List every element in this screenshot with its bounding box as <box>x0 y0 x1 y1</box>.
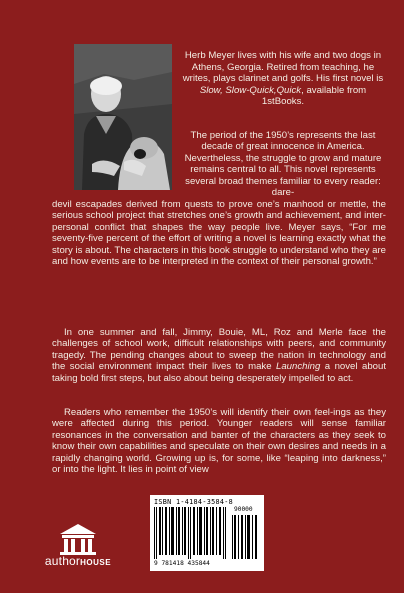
blurb-paragraph-3: Readers who remember the 1950’s will identify their own feel-ings as they were affected during this period. Younger readers will sense familiar resonances in the conversation and banter of the characters as they seek to know their own capabilities and speculate on their own desires and needs in a rapidly changing world. Growing up is, for some, like “leaping into darkness,” or into the light. It lies in point of view <box>52 407 386 476</box>
bio-text-1: Herb Meyer lives with his wife and two dogs in Athens, Georgia. Retired from teaching, he writes, plays clarinet and golfs. His first novel is <box>182 50 384 85</box>
paragraph-2-text-2: a novel about taking bold first steps, but also about being desperately impelled to act. <box>52 361 386 384</box>
barcode-digits: 9 781418 435844 <box>154 560 210 567</box>
author-bio <box>180 50 386 108</box>
publisher-logo <box>38 522 118 572</box>
bio-text-2: , available from 1stBooks. <box>261 84 367 108</box>
paragraph-2-text-1: In one summer and fall, Jimmy, Bouie, ML, Roz and Merle face the challenges of school work, difficult relationships with peers, and community tragedy. The pending changes about to sweep the nation in technology and the social environment impact their lives to make <box>52 327 386 373</box>
publisher-name-part2: HOUSE <box>80 558 112 567</box>
isbn-barcode <box>150 495 264 571</box>
publisher-name-part1: author <box>44 554 81 568</box>
author-photo <box>74 44 172 190</box>
blurb-paragraph-2 <box>52 327 386 384</box>
publisher-name <box>38 554 118 568</box>
blurb-paragraph-1-top: The period of the 1950’s represents the last decade of great innocence in America. Nevertheless, the struggle to grow and mature remains central to all. This novel represents several broad themes familiar to every reader: dare- <box>184 130 382 199</box>
house-icon <box>38 522 118 556</box>
price-code: 90000 <box>234 506 253 513</box>
book-title: Launching <box>276 361 321 373</box>
page-edge <box>404 0 412 593</box>
isbn-number: ISBN 1-4184-3584-8 <box>154 498 234 506</box>
blurb-paragraph-1-rest: devil escapades derived from quests to prove one’s manhood or mettle, the serious school project that stretches one’s growth and achievement, and inter-personal conflict that shapes the way people live. Meyer says, “For me seventy-five percent of the effort of writing a novel is learning exactly what the story is about. The characters in this book struggle to understand who they are and how events are to be interpreted in the context of their personal growth.” <box>52 199 386 268</box>
first-novel-title: Slow, Slow-Quick,Quick <box>199 84 302 96</box>
author-photo-image <box>74 44 172 190</box>
